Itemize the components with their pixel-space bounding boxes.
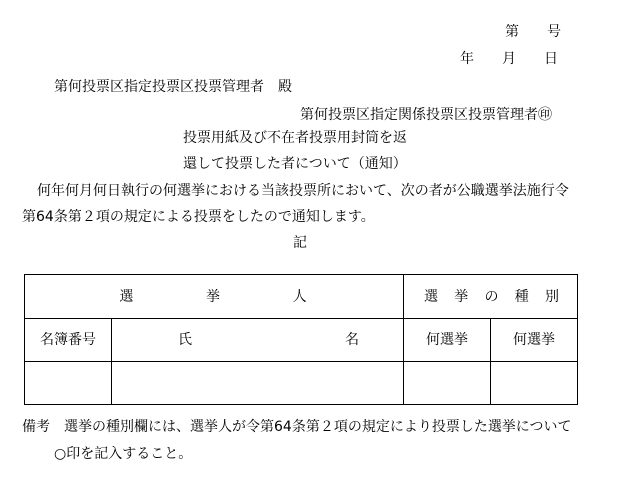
election-1-header: 何選挙 (404, 319, 491, 362)
type-header-char: の (484, 288, 499, 305)
name-header-char: 名 (345, 332, 359, 348)
type-header-char: 別 (545, 288, 559, 305)
election-2-header: 何選挙 (491, 319, 578, 362)
sender: 第何投票区指定関係投票区投票管理者㊞ (300, 107, 552, 123)
body-line-2: 第64条第２項の規定による投票をしたので通知します。 (22, 209, 375, 225)
header-row-2 (25, 319, 578, 362)
register-number-cell (25, 362, 112, 405)
election-2-cell (491, 362, 578, 405)
body-line-1: 何年何月何日執行の何選挙における当該投票所において、次の者が公職選挙法施行令 (37, 183, 569, 199)
election-1-cell (404, 362, 491, 405)
voter-header-char: 選 (119, 288, 134, 305)
election-type-header-cell (404, 275, 578, 319)
subject-line-1: 投票用紙及び不在者投票用封筒を返 (183, 130, 407, 146)
voter-table (24, 274, 578, 405)
name-header-char: 氏 (178, 332, 192, 348)
number-label: 第 号 (505, 24, 561, 40)
register-number-header: 名簿番号 (25, 319, 112, 362)
name-cell (112, 362, 404, 405)
header-row-1 (25, 275, 578, 319)
voter-header-cell (25, 275, 404, 319)
name-header-cell (112, 319, 404, 362)
remarks-line-2: ○印を記入すること。 (54, 446, 193, 462)
remarks-line-1: 備考 選挙の種別欄には、選挙人が令第64条第２項の規定により投票した選挙について (22, 419, 572, 435)
type-header-char: 選 (424, 288, 438, 305)
date-label: 年 月 日 (460, 51, 558, 67)
addressee: 第何投票区指定投票区投票管理者 殿 (54, 79, 292, 95)
voter-header-char: 挙 (205, 288, 220, 305)
table-row (25, 362, 578, 405)
ki-heading: 記 (293, 235, 307, 251)
voter-header-char: 人 (292, 288, 307, 305)
subject-line-2: 還して投票した者について（通知） (183, 156, 407, 172)
type-header-char: 挙 (454, 288, 469, 305)
type-header-char: 種 (514, 288, 529, 305)
